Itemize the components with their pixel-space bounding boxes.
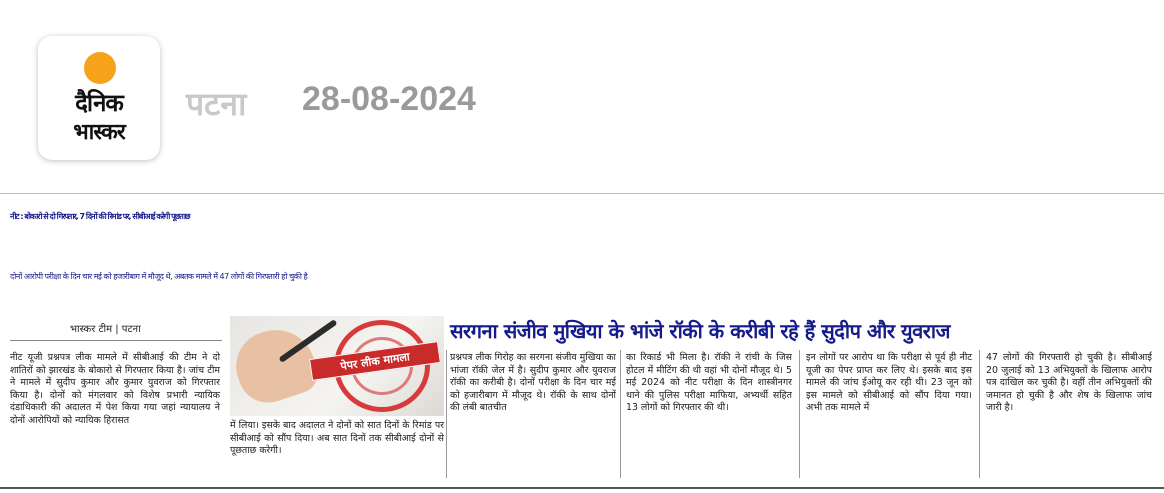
edition-city: पटना (186, 85, 247, 123)
article-column-4: का रिकार्ड भी मिला है। रॉकी ने रांची के जिस होटल में मीटिंग की थी वहां भी दोनों मौजूद थे। 5 मई 2024 को नीट परीक्षा के दिन शास्त्रीनगर थाने की पुलिस परीक्षा माफिया, अभ्यर्थी सहित 13 लोगों को गिरफ्तार की थी। (626, 352, 792, 414)
article-column-2: में लिया। इसके बाद अदालत ने दोनों को सात दिनों के रिमांड पर सीबीआई को सौंप दिया। अब सात दिनों तक सीबीआई दोनों से पूछताछ करेगी। (230, 420, 444, 457)
newspaper-logo (38, 36, 160, 160)
inner-headline: सरगना संजीव मुखिया के भांजे रॉकी के करीबी रहे हैं सुदीप और युवराज (450, 319, 950, 343)
article-column-6: 47 लोगों की गिरफ्तारी हो चुकी है। सीबीआई 20 जुलाई को 13 अभियुक्तों के खिलाफ आरोप पत्र दाखिल कर चुकी है। वहीं तीन अभियुक्तों की जमानत हो चुकी है और शेष के खिलाफ जांच जारी है। (986, 352, 1152, 414)
column-divider (446, 350, 447, 478)
top-divider (0, 193, 1164, 194)
image-caption-stamp: पेपर लीक मामला (309, 341, 441, 381)
article-photo (230, 316, 444, 416)
bottom-divider (0, 487, 1164, 489)
article-column-3: प्रश्नपत्र लीक गिरोह का सरगना संजीव मुखिया का भांजा रॉकी जेल में है। सुदीप कुमार और युवराज रॉकी का करीबी है। दोनों परीक्षा के दिन चार मई को हजारीबाग में मौजूद थे। रॉकी के साथ दोनों की लंबी बातचीत (450, 352, 616, 414)
article-column-1: नीट यूजी प्रश्नपत्र लीक मामले में सीबीआई की टीम ने दो शातिरों को झारखंड के बोकारो से गिरफ्तार किया है। जांच टीम ने मामले में सुदीप कुमार और कुमार युवराज को गिरफ्तार किया है। दोनों को मंगलवार को विशेष प्रभारी न्यायिक दंडाधिकारी की अदालत में पेश किया गया जहां न्यायालय ने दोनों आरोपियों को न्यायिक हिरासत (10, 352, 220, 426)
edition-date: 28-08-2024 (302, 80, 476, 118)
logo-text-line1: दैनिक (75, 89, 123, 117)
column-divider (620, 350, 621, 478)
byline-divider (10, 340, 222, 341)
article-column-5: इन लोगों पर आरोप था कि परीक्षा से पूर्व ही नीट यूजी का पेपर प्राप्त कर लिए थे। इसके बाद इस मामले की जांच ईओयू कर रही थी। 23 जून को इस मामले को सीबीआई को सौंप दिया गया। अभी तक मामले में (806, 352, 972, 414)
column-divider (979, 350, 980, 478)
article-headline: नीट : बोकारो से दो गिरफ्तार, 7 दिनों की रिमांड पर, सीबीआई करेगी पूछताछ (10, 212, 190, 221)
article-subhead: दोनों आरोपी परीक्षा के दिन चार मई को हजारीबाग में मौजूद थे, अबतक मामले में 47 लोगों की गिरफ्तारी हो चुकी है (10, 272, 308, 281)
article-byline: भास्कर टीम | पटना (70, 324, 141, 335)
logo-text-line2: भास्कर (73, 120, 125, 145)
sun-icon (84, 52, 116, 84)
column-divider (799, 350, 800, 478)
